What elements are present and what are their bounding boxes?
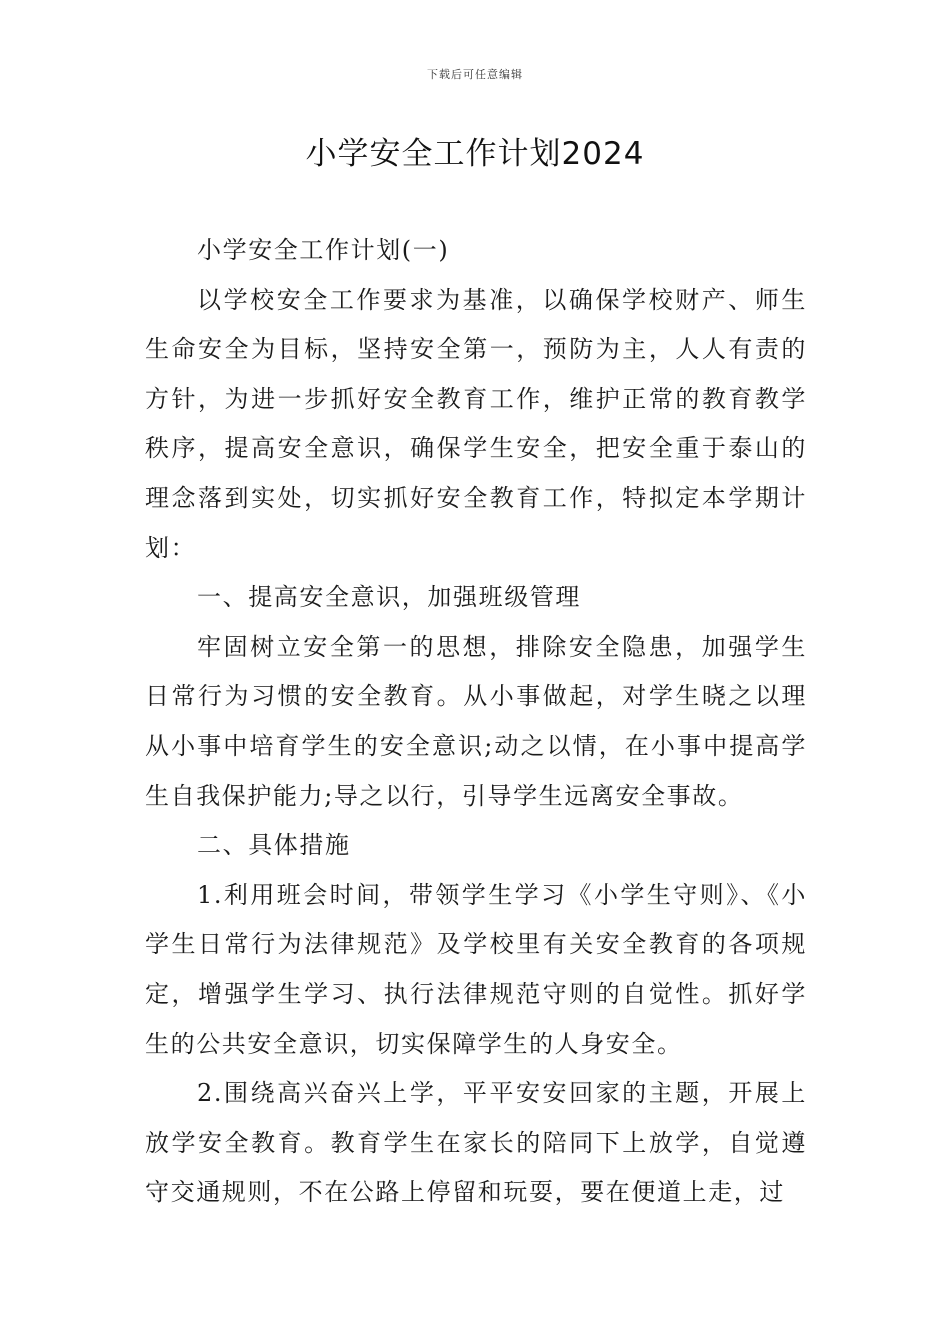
section-heading-2: 二、具体措施 [197,831,351,860]
measure-1-paragraph: 1.利用班会时间，带领学生学习《小学生守则》、《小学生日常行为法律规范》及学校里有关安全教育的各项规定，增强学生学习、执行法律规范守则的自觉性。抓好学生的公共安全意识，切实保障学生的人身安全。 [145,880,807,1058]
header-note: 下载后可任意编辑 [427,68,523,81]
measure-2-paragraph: 2.围绕高兴奋兴上学，平平安安回家的主题，开展上放学安全教育。教育学生在家长的陪同下上放学，自觉遵守交通规则，不在公路上停留和玩耍，要在便道上走，过 [145,1079,807,1207]
section-subtitle: 小学安全工作计划(一) [197,236,450,264]
section-heading-1: 一、提高安全意识，加强班级管理 [197,583,581,612]
document-title: 小学安全工作计划2024 [305,136,645,172]
section-1-paragraph: 牢固树立安全第一的思想，排除安全隐患，加强学生日常行为习惯的安全教育。从小事做起，对学生晓之以理从小事中培育学生的安全意识;动之以情，在小事中提高学生自我保护能力;导之以行，引导学生远离安全事故。 [145,632,807,810]
intro-paragraph: 以学校安全工作要求为基准，以确保学校财产、师生生命安全为目标，坚持安全第一，预防为主，人人有责的方针，为进一步抓好安全教育工作，维护正常的教育教学秩序，提高安全意识，确保学生安全，把安全重于泰山的理念落到实处，切实抓好安全教育工作，特拟定本学期计划： [145,285,807,562]
document-body [145,226,807,1218]
